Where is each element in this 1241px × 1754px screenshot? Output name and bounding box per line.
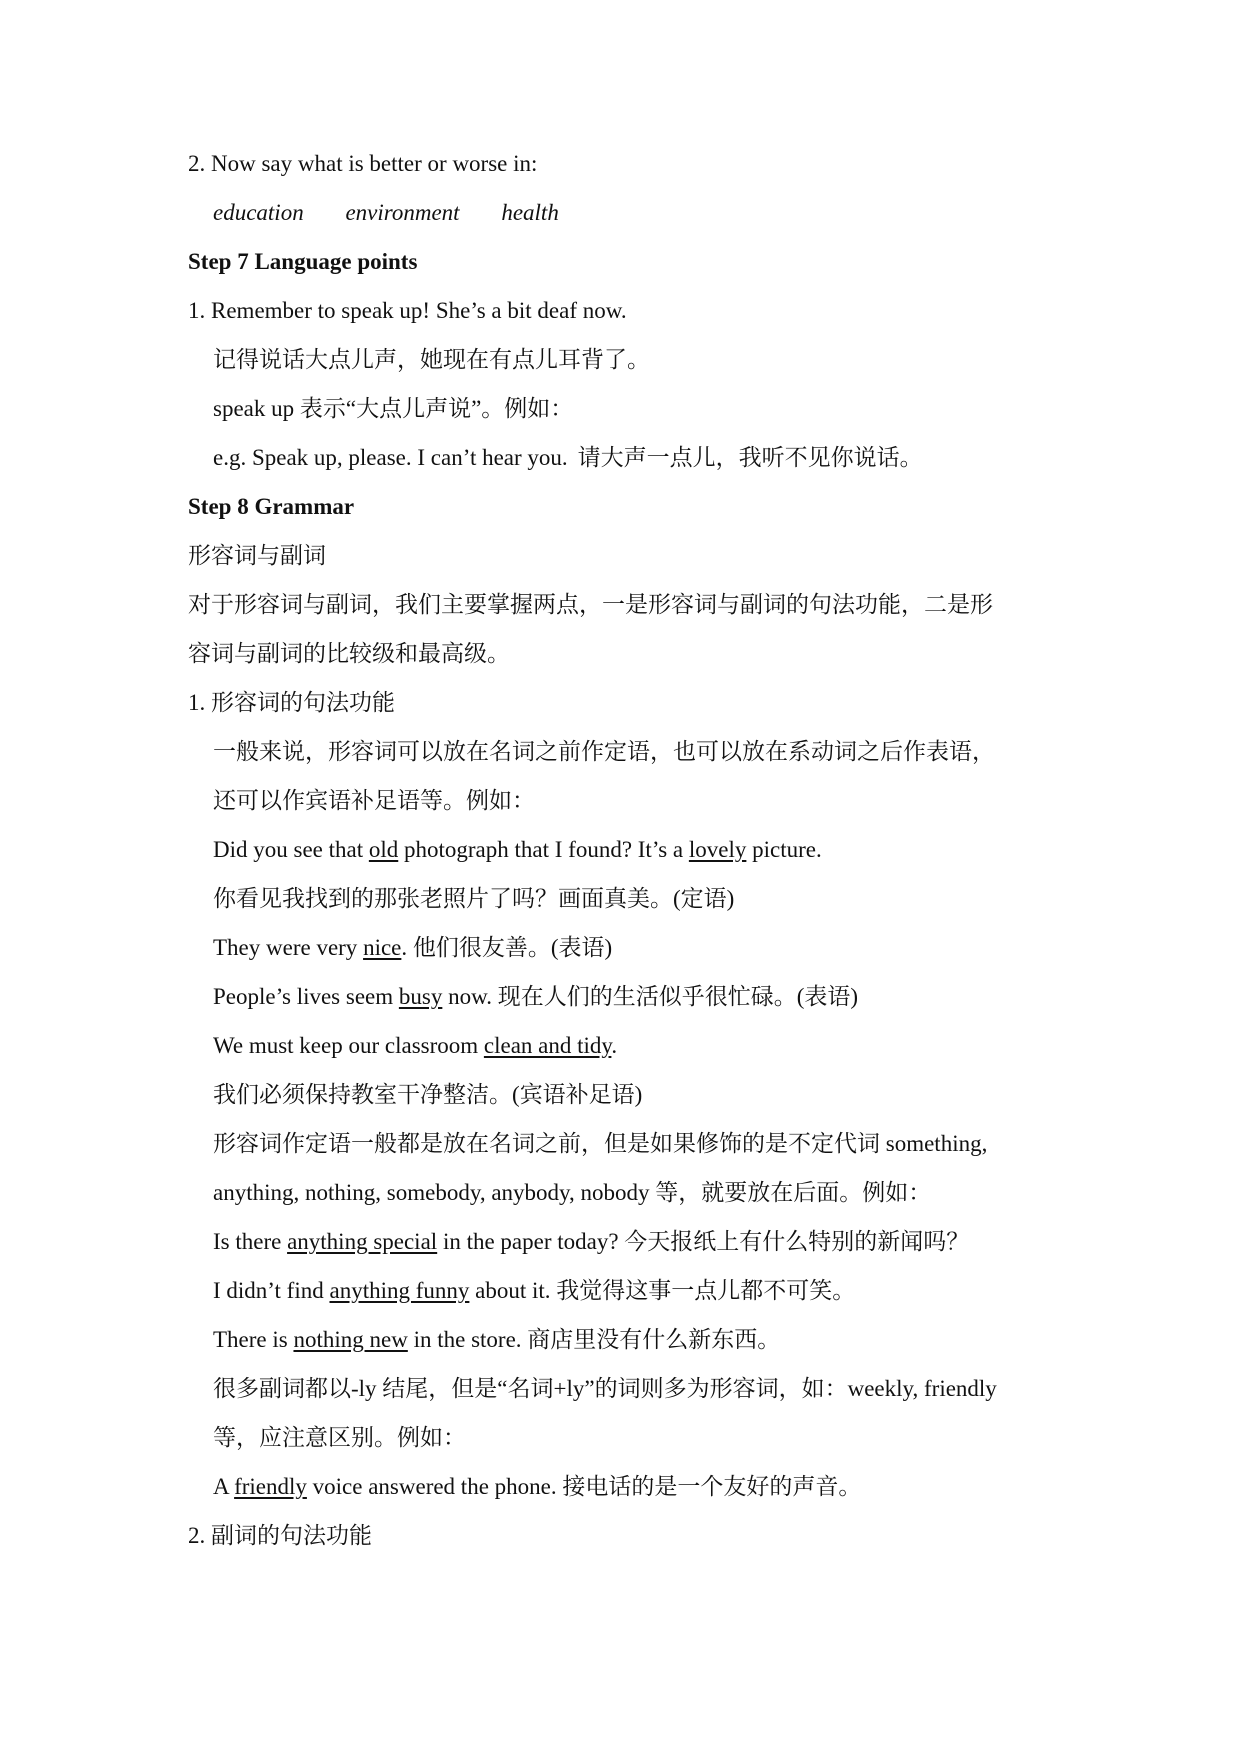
ly-note-line: 等，应注意区别。例如： xyxy=(213,1425,466,1450)
example-text: now. 现在人们的生活似乎很忙碌。(表语) xyxy=(442,984,859,1009)
adjective-desc-line: 一般来说，形容词可以放在名词之前作定语，也可以放在系动词之后作表语， xyxy=(213,739,995,764)
step7-point-1: 1. Remember to speak up! She’s a bit deaf now. xyxy=(188,298,627,323)
example-text: . xyxy=(611,1033,618,1058)
example-translation: 你看见我找到的那张老照片了吗？画面真美。(定语) xyxy=(213,886,735,911)
grammar-intro-line: 对于形容词与副词，我们主要掌握两点，一是形容词与副词的句法功能，二是形 xyxy=(188,592,993,617)
example-sentence xyxy=(188,1217,1088,1266)
subsection-adjective-title: 1. 形容词的句法功能 xyxy=(188,690,395,715)
topic-word: environment xyxy=(345,200,460,225)
underlined-word: clean and tidy xyxy=(483,1033,612,1058)
underlined-word: nice xyxy=(363,935,402,960)
document-page xyxy=(188,139,1088,1560)
example-sentence xyxy=(188,1266,1088,1315)
example-text: They were very xyxy=(213,935,364,960)
example-text: Is there xyxy=(213,1229,288,1254)
step7-heading: Step 7 Language points xyxy=(188,249,418,274)
example-text: A xyxy=(213,1474,235,1499)
example-text: People’s lives seem xyxy=(213,984,399,1009)
grammar-topic: 形容词与副词 xyxy=(188,543,326,568)
example-text: in the store. 商店里没有什么新东西。 xyxy=(407,1327,781,1352)
subsection-adverb-title: 2. 副词的句法功能 xyxy=(188,1523,372,1548)
adjective-desc-line: 还可以作宾语补足语等。例如： xyxy=(213,788,535,813)
exercise-item-2: 2. Now say what is better or worse in: xyxy=(188,151,538,176)
example-text: voice answered the phone. 接电话的是一个友好的声音。 xyxy=(306,1474,862,1499)
example-sentence xyxy=(188,972,1088,1021)
underlined-word: anything special xyxy=(287,1229,438,1254)
underlined-word: friendly xyxy=(234,1474,307,1499)
position-note-line: 形容词作定语一般都是放在名词之前，但是如果修饰的是不定代词 something, xyxy=(213,1131,988,1156)
example-text: in the paper today? 今天报纸上有什么特别的新闻吗？ xyxy=(437,1229,970,1254)
example-sentence xyxy=(188,923,1088,972)
example-sentence xyxy=(188,1021,1088,1070)
underlined-word: lovely xyxy=(688,837,747,862)
example-translation: 我们必须保持教室干净整洁。(宾语补足语) xyxy=(213,1082,643,1107)
example-chinese: 请大声一点儿，我听不见你说话。 xyxy=(577,445,923,470)
position-note-line: anything, nothing, somebody, anybody, nobody 等，就要放在后面。例如： xyxy=(213,1180,932,1205)
example-text: picture. xyxy=(746,837,822,862)
example-sentence xyxy=(188,825,1088,874)
example-english: e.g. Speak up, please. I can’t hear you. xyxy=(213,445,568,470)
example-text: Did you see that xyxy=(213,837,369,862)
example-sentence xyxy=(188,1315,1088,1364)
example-text: I didn’t find xyxy=(213,1278,330,1303)
grammar-intro-line: 容词与副词的比较级和最高级。 xyxy=(188,641,510,666)
underlined-word: busy xyxy=(398,984,443,1009)
underlined-word: nothing new xyxy=(293,1327,408,1352)
topic-word: education xyxy=(213,200,304,225)
example-text: There is xyxy=(213,1327,294,1352)
example-text: about it. 我觉得这事一点儿都不可笑。 xyxy=(469,1278,856,1303)
topic-words xyxy=(188,188,1088,237)
underlined-word: anything funny xyxy=(329,1278,470,1303)
ly-note-line: 很多副词都以-ly 结尾，但是“名词+ly”的词则多为形容词，如：weekly, friendly xyxy=(213,1376,997,1401)
example-sentence xyxy=(188,1462,1088,1511)
example-text: We must keep our classroom xyxy=(213,1033,484,1058)
step7-note: speak up 表示“大点儿声说”。例如： xyxy=(213,396,574,421)
step7-translation: 记得说话大点儿声，她现在有点儿耳背了。 xyxy=(213,347,650,372)
step7-example xyxy=(188,433,1088,482)
step8-heading: Step 8 Grammar xyxy=(188,494,355,519)
example-text: photograph that I found? It’s a xyxy=(398,837,689,862)
topic-word: health xyxy=(501,200,559,225)
underlined-word: old xyxy=(368,837,399,862)
example-text: . 他们很友善。(表语) xyxy=(401,935,613,960)
